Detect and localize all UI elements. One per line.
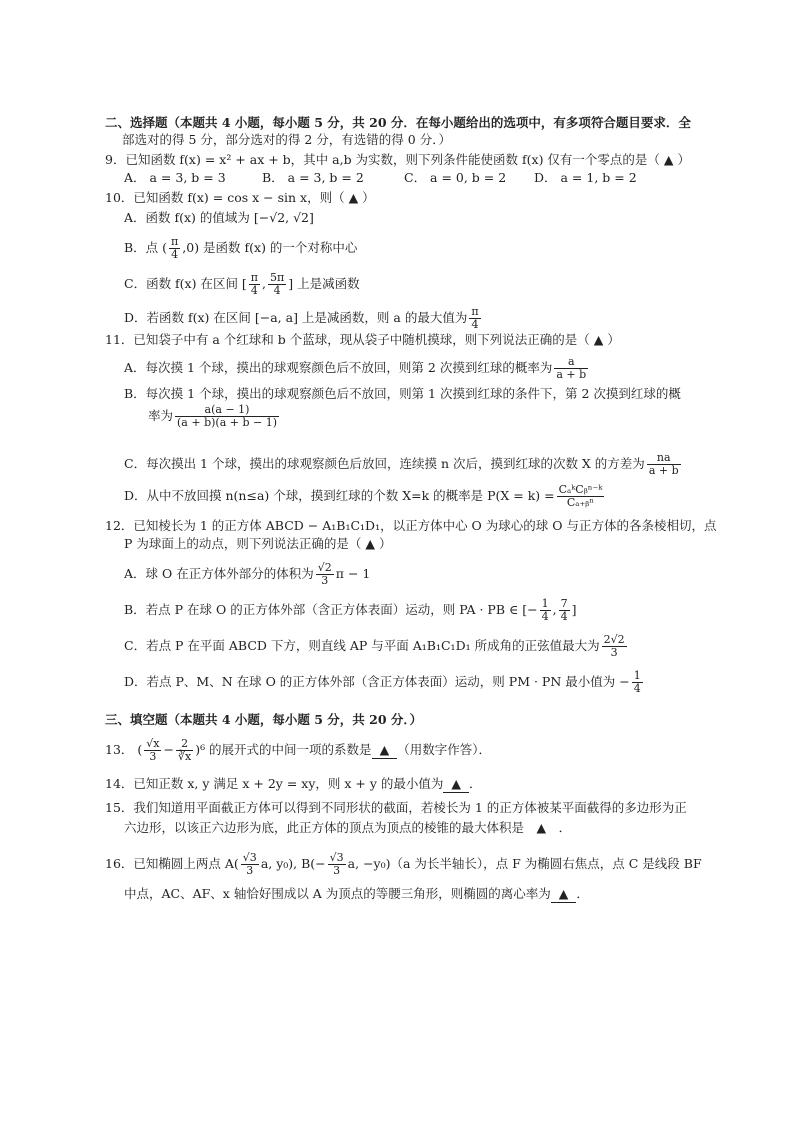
q12-option-d: D．若点 P、M、N 在球 O 的正方体外部（含正方体表面）运动，则 PM · PN 最小值为 − $\frac{1}{4}$ — [124, 669, 641, 695]
fraction: $\frac{a}{a + b}$ — [556, 355, 587, 381]
fraction: $\frac{na}{a + b}$ — [648, 451, 679, 477]
fraction: $\frac{√2}{3}$ — [317, 561, 332, 587]
q12-option-c: C．若点 P 在平面 ABCD 下方，则直线 AP 与平面 A₁B₁C₁D₁ 所成角的正弦值最大为 $\frac{2√2}{3}$ — [124, 633, 625, 659]
q9-option-d: D． a = 1, b = 2 — [534, 170, 637, 185]
q10-option-d: D．若函数 f(x) 在区间 [−a, a] 上是减函数，则 a 的最大值为 $\frac{\pi}{4}$ — [124, 305, 479, 331]
fraction: $\frac{√x}{3}$ — [146, 737, 160, 763]
q11-option-c: C．每次摸出 1 个球，摸出的球观察颜色后放回，连续摸 n 次后，摸到红球的次数 X 的方差为 $\frac{na}{a + b}$ — [124, 451, 679, 477]
fraction: $\frac{5\pi}{4}$ — [270, 271, 285, 297]
fraction: $\frac{1}{4}$ — [633, 669, 641, 695]
q9-option-a: A． a = 3, b = 3 — [124, 170, 226, 185]
fraction: $\frac{\pi}{4}$ — [171, 235, 179, 261]
q10-option-a: A．函数 f(x) 的值域为 [−√2, √2] — [124, 210, 314, 225]
fraction: $\frac{\text{CₐᵏCᵦⁿ⁻ᵏ}}{\text{Cₐ₊ᵦⁿ}}$ — [558, 483, 603, 509]
q9-option-b: B． a = 3, b = 2 — [262, 170, 364, 185]
section2-header-cont: 部选对的得 5 分，部分选对的得 2 分，有选错的得 0 分．） — [122, 132, 451, 147]
q16-line1: 16．已知椭圆上两点 A( $\frac{√3}{3}$ a, y₀), B(− $\frac{√3}{3}$ a, −y₀)（a 为长半轴长），点 F 为椭圆右焦点，点 C 是线段 BF — [105, 851, 702, 877]
q14-line: 14．已知正数 x, y 满足 x + 2y = xy，则 x + y 的最小值为 ▲ ． — [105, 776, 482, 791]
fraction: $\frac{2√2}{3}$ — [603, 633, 625, 659]
q12-option-b: B．若点 P 在球 O 的正方体外部（含正方体表面）运动，则 PA · PB ∈ [− $\frac{1}{4}$ , $\frac{7}{4}$ ] — [124, 597, 577, 623]
q15-line1: 15．我们知道用平面截正方体可以得到不同形状的截面，若棱长为 1 的正方体被某平面截得的多边形为正 — [105, 800, 687, 815]
section2-header: 二、选择题（本题共 4 小题，每小题 5 分，共 20 分．在每小题给出的选项中，有多项符合题目要求．全 — [105, 115, 691, 130]
q11-option-b-cont: 率为 $\frac{a(a - 1)}{(a + b)(a + b - 1)}$ — [148, 403, 278, 429]
q12-stem: 12．已知棱长为 1 的正方体 ABCD − A₁B₁C₁D₁，以正方体中心 O 为球心的球 O 与正方体的各条棱相切，点 — [105, 518, 717, 533]
q9-option-c: C． a = 0, b = 2 — [404, 170, 507, 185]
q11-stem: 11．已知袋子中有 a 个红球和 b 个蓝球，现从袋子中随机摸球，则下列说法正确的是（ ▲ ） — [105, 332, 620, 347]
fraction: $\frac{\pi}{4}$ — [471, 305, 479, 331]
q13-line: 13． ( $\frac{√x}{3}$ − $\frac{2}{∛x}$ )⁶ 的展开式的中间一项的系数是 ▲ （用数字作答）． — [105, 737, 491, 763]
fraction: $\frac{1}{4}$ — [541, 597, 549, 623]
q12-option-a: A．球 O 在正方体外部分的体积为 $\frac{√2}{3}$ π − 1 — [124, 561, 371, 587]
q10-option-b: B．点 ( $\frac{\pi}{4}$ ,0) 是函数 f(x) 的一个对称中心 — [124, 235, 358, 261]
answer-blank: ▲ — [443, 776, 469, 793]
fraction: $\frac{a(a - 1)}{(a + b)(a + b - 1)}$ — [177, 403, 278, 429]
q10-stem: 10．已知函数 f(x) = cos x − sin x，则（ ▲ ） — [105, 190, 375, 205]
fraction: $\frac{\pi}{4}$ — [250, 271, 259, 297]
q15-line2: 六边形，以该正六边形为底，此正方体的顶点为顶点的棱锥的最大体积是 ▲ ． — [124, 820, 572, 835]
q10-option-c: C．函数 f(x) 在区间 [ $\frac{\pi}{4}$ , $\frac{5\pi}{4}$ ] 上是减函数 — [124, 271, 360, 297]
q11-option-a: A．每次摸 1 个球，摸出的球观察颜色后不放回，则第 2 次摸到红球的概率为 $\frac{a}{a + b}$ — [124, 355, 587, 381]
q11-option-d: D．从中不放回摸 n(n≤a) 个球，摸到红球的个数 X=k 的概率是 P(X = k) = $\frac{\text{CₐᵏCᵦⁿ⁻ᵏ}}{\text{Cₐ₊ᵦⁿ}}$ — [124, 483, 603, 509]
fraction: $\frac{√3}{3}$ — [329, 851, 344, 877]
fraction: $\frac{2}{∛x}$ — [177, 737, 192, 763]
section3-header: 三、填空题（本题共 4 小题，每小题 5 分，共 20 分．） — [105, 712, 423, 727]
q12-stem-cont: P 为球面上的动点，则下列说法正确的是（ ▲ ） — [124, 536, 392, 551]
q16-line2: 中点，AC、AF、x 轴恰好围成以 A 为顶点的等腰三角形，则椭圆的离心率为 ▲ ． — [124, 886, 589, 901]
answer-blank: ▲ — [372, 742, 398, 759]
q11-option-b: B．每次摸 1 个球，摸出的球观察颜色后不放回，则第 1 次摸到红球的条件下，第 2 次摸到红球的概 — [124, 386, 681, 401]
fraction: $\frac{7}{4}$ — [560, 597, 568, 623]
answer-blank: ▲ — [551, 886, 577, 903]
q9-stem: 9．已知函数 f(x) = x² + ax + b，其中 a,b 为实数，则下列条件能使函数 f(x) 仅有一个零点的是（ ▲ ） — [105, 152, 690, 167]
fraction: $\frac{√3}{3}$ — [242, 851, 257, 877]
